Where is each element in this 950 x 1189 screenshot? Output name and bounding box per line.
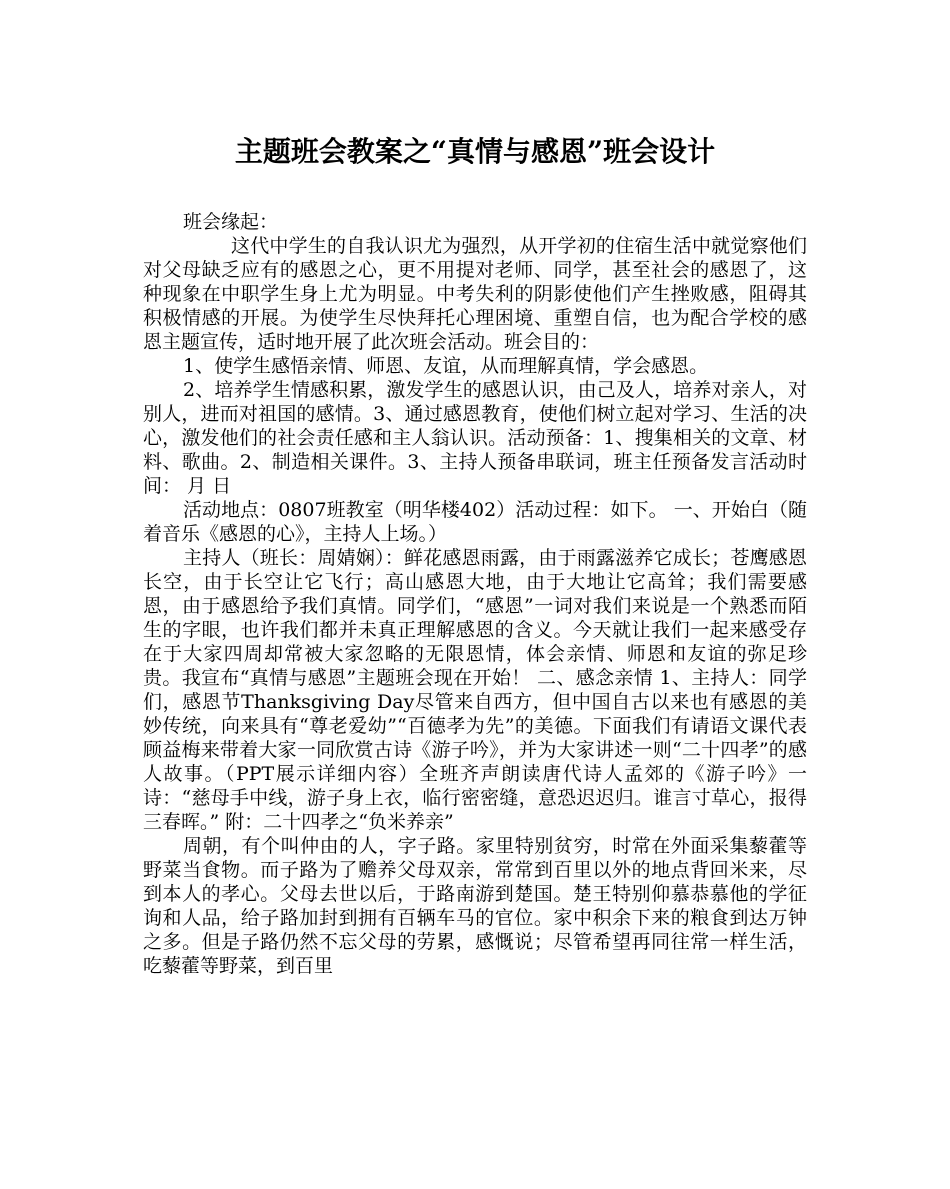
paragraph-goal-2-preparation: 2、培养学生情感积累，激发学生的感恩认识，由己及人，培养对亲人，对别人，进而对祖国的感情。3、通过感恩教育，使他们树立起对学习、生活的决心，激发他们的社会责任感和主人翁认识。活动预备：1、搜集相关的文章、材料、歌曲。2、制造相关课件。3、主持人预备串联词，班主任预备发言活动时间： 月 日 [143,379,807,497]
paragraph-origin-heading: 班会缘起： [183,211,279,233]
document-body [143,210,807,978]
paragraph-origin-text: 这代中学生的自我认识尤为强烈，从开学初的住宿生活中就觉察他们对父母缺乏应有的感恩之心，更不用提对老师、同学，甚至社会的感恩了，这种现象在中职学生身上尤为明显。中考失利的阴影使他们产生挫败感，阻碍其积极情感的开展。为使学生尽快拜托心理困境、重塑自信，也为配合学校的感恩主题宣传，适时地开展了此次班会活动。班会目的： [143,235,807,353]
paragraph-host-speech: 主持人（班长：周婧娴）：鲜花感恩雨露，由于雨露滋养它成长；苍鹰感恩长空，由于长空让它飞行；高山感恩大地，由于大地让它高耸；我们需要感恩，由于感恩给予我们真情。同学们，“感恩”一词对我们来说是一个熟悉而陌生的字眼，也许我们都并未真正理解感恩的含义。今天就让我们一起来感受存在于大家四周却常被大家忽略的无限恩情，体会亲情、师恩和友谊的弥足珍贵。我宣布“真情与感恩”主题班会现在开始！ 二、感念亲情 1、主持人：同学们，感恩节Thanksgiving Day尽管来自西方，但中国自古以来也有感恩的美妙传统，向来具有“尊老爱幼”“百德孝为先”的美德。下面我们有请语文课代表顾益梅来带着大家一同欣赏古诗《游子吟》，并为大家讲述一则“二十四孝”的感人故事。（PPT展示详细内容）全班齐声朗读唐代诗人孟郊的《游子吟》一诗：“慈母手中线，游子身上衣，临行密密缝，意恐迟迟归。谁言寸草心，报得三春晖。” 附：二十四孝之“负米养亲” [143,547,807,833]
paragraph-location-process: 活动地点：0807班教室（明华楼402）活动过程：如下。 一、开始白（随着音乐《感恩的心》，主持人上场。） [143,499,807,545]
paragraph-goal-1: 1、使学生感悟亲情、师恩、友谊，从而理解真情，学会感恩。 [183,355,709,377]
paragraph-story: 周朝，有个叫仲由的人，字子路。家里特别贫穷，时常在外面采集藜藿等野菜当食物。而子路为了赡养父母双亲，常常到百里以外的地点背回米来，尽到本人的孝心。父母去世以后，于路南游到楚国。楚王特别仰慕恭慕他的学征询和人品，给子路加封到拥有百辆车马的官位。家中积余下来的粮食到达万钟之多。但是子路仍然不忘父母的劳累，感慨说；尽管希望再同往常一样生活，吃藜藿等野菜，到百里 [143,835,807,977]
document-title: 主题班会教案之“真情与感恩”班会设计 [234,135,716,168]
